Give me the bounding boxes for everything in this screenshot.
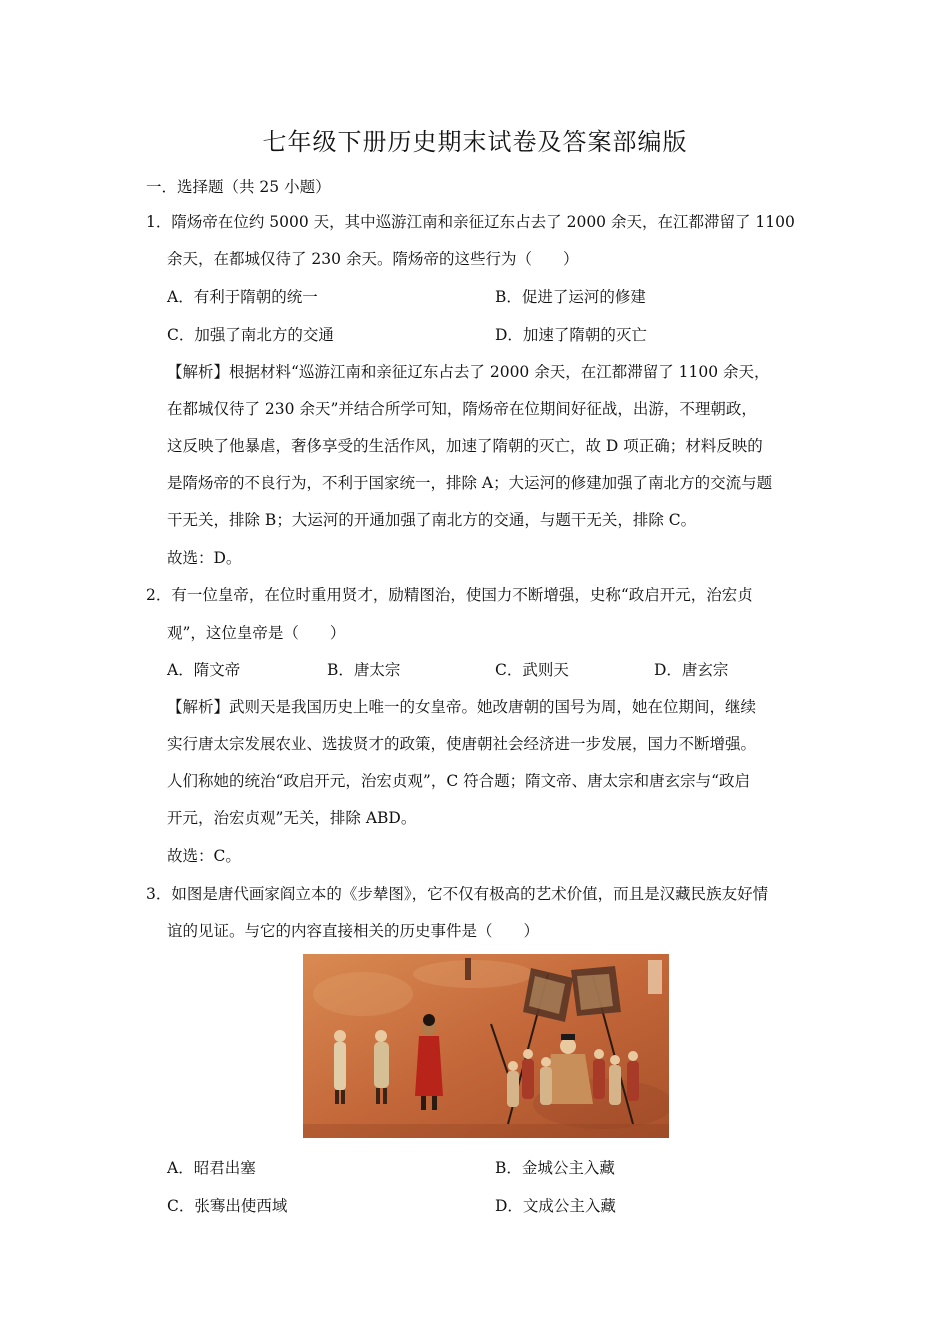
bunian-tu-painting-image	[303, 954, 669, 1138]
question-1-option-d: D．加速了隋朝的灭亡	[495, 326, 647, 344]
question-1-option-a: A．有利于隋朝的统一	[167, 288, 318, 306]
question-3-option-d: D．文成公主入藏	[495, 1197, 616, 1215]
page-title: 七年级下册历史期末试卷及答案部编版	[262, 128, 688, 156]
question-2-line-1: 2．有一位皇帝，在位时重用贤才，励精图治，使国力不断增强，史称“政启开元，治宏贞	[146, 586, 753, 604]
question-2-analysis-line-3: 人们称她的统治“政启开元，治宏贞观”，C 符合题；隋文帝、唐太宗和唐玄宗与“政启	[167, 772, 751, 790]
question-1-option-b: B．促进了运河的修建	[495, 288, 646, 306]
question-2-option-b: B．唐太宗	[327, 661, 401, 679]
question-1-analysis-line-3: 这反映了他暴虐，奢侈享受的生活作风，加速了隋朝的灭亡，故 D 项正确；材料反映的	[167, 437, 763, 455]
question-1-line-1: 1．隋炀帝在位约 5000 天，其中巡游江南和亲征辽东占去了 2000 余天，在江都滞留了 1100	[146, 213, 795, 231]
question-2-option-c: C．武则天	[495, 661, 569, 679]
question-3-option-c: C．张骞出使西域	[167, 1197, 288, 1215]
question-1-option-c: C．加强了南北方的交通	[167, 326, 334, 344]
question-2-analysis-line-4: 开元，治宏贞观”无关，排除 ABD。	[167, 809, 417, 827]
question-2-answer: 故选：C。	[167, 847, 241, 865]
question-2-analysis-line-1: 【解析】武则天是我国历史上唯一的女皇帝。她改唐朝的国号为周，她在位期间，继续	[167, 698, 757, 716]
question-3-line-2: 谊的见证。与它的内容直接相关的历史事件是（ ）	[167, 922, 540, 940]
question-2-option-d: D．唐玄宗	[654, 661, 729, 679]
question-1-answer: 故选：D。	[167, 549, 242, 567]
question-1-line-2: 余天，在都城仅待了 230 余天。隋炀帝的这些行为（ ）	[167, 250, 579, 268]
question-2-line-2: 观”，这位皇帝是（ ）	[167, 624, 346, 642]
question-2-analysis-line-2: 实行唐太宗发展农业、选拔贤才的政策，使唐朝社会经济进一步发展，国力不断增强。	[167, 735, 757, 753]
question-1-analysis-line-1: 【解析】根据材料“巡游江南和亲征辽东占去了 2000 余天，在江都滞留了 1100 余天，	[167, 363, 770, 381]
question-1-analysis-line-2: 在都城仅待了 230 余天”并结合所学可知，隋炀帝在位期间好征战，出游，不理朝政，	[167, 400, 757, 418]
section-heading: 一．选择题（共 25 小题）	[146, 178, 331, 196]
question-1-analysis-line-5: 干无关，排除 B；大运河的开通加强了南北方的交通，与题干无关，排除 C。	[167, 511, 697, 529]
question-3-line-1: 3．如图是唐代画家阎立本的《步辇图》，它不仅有极高的艺术价值，而且是汉藏民族友好情	[146, 885, 769, 903]
question-1-analysis-line-4: 是隋炀帝的不良行为，不利于国家统一，排除 A；大运河的修建加强了南北方的交流与题	[167, 474, 773, 492]
question-3-option-b: B．金城公主入藏	[495, 1159, 615, 1177]
question-2-option-a: A．隋文帝	[167, 661, 241, 679]
question-3-option-a: A．昭君出塞	[167, 1159, 256, 1177]
